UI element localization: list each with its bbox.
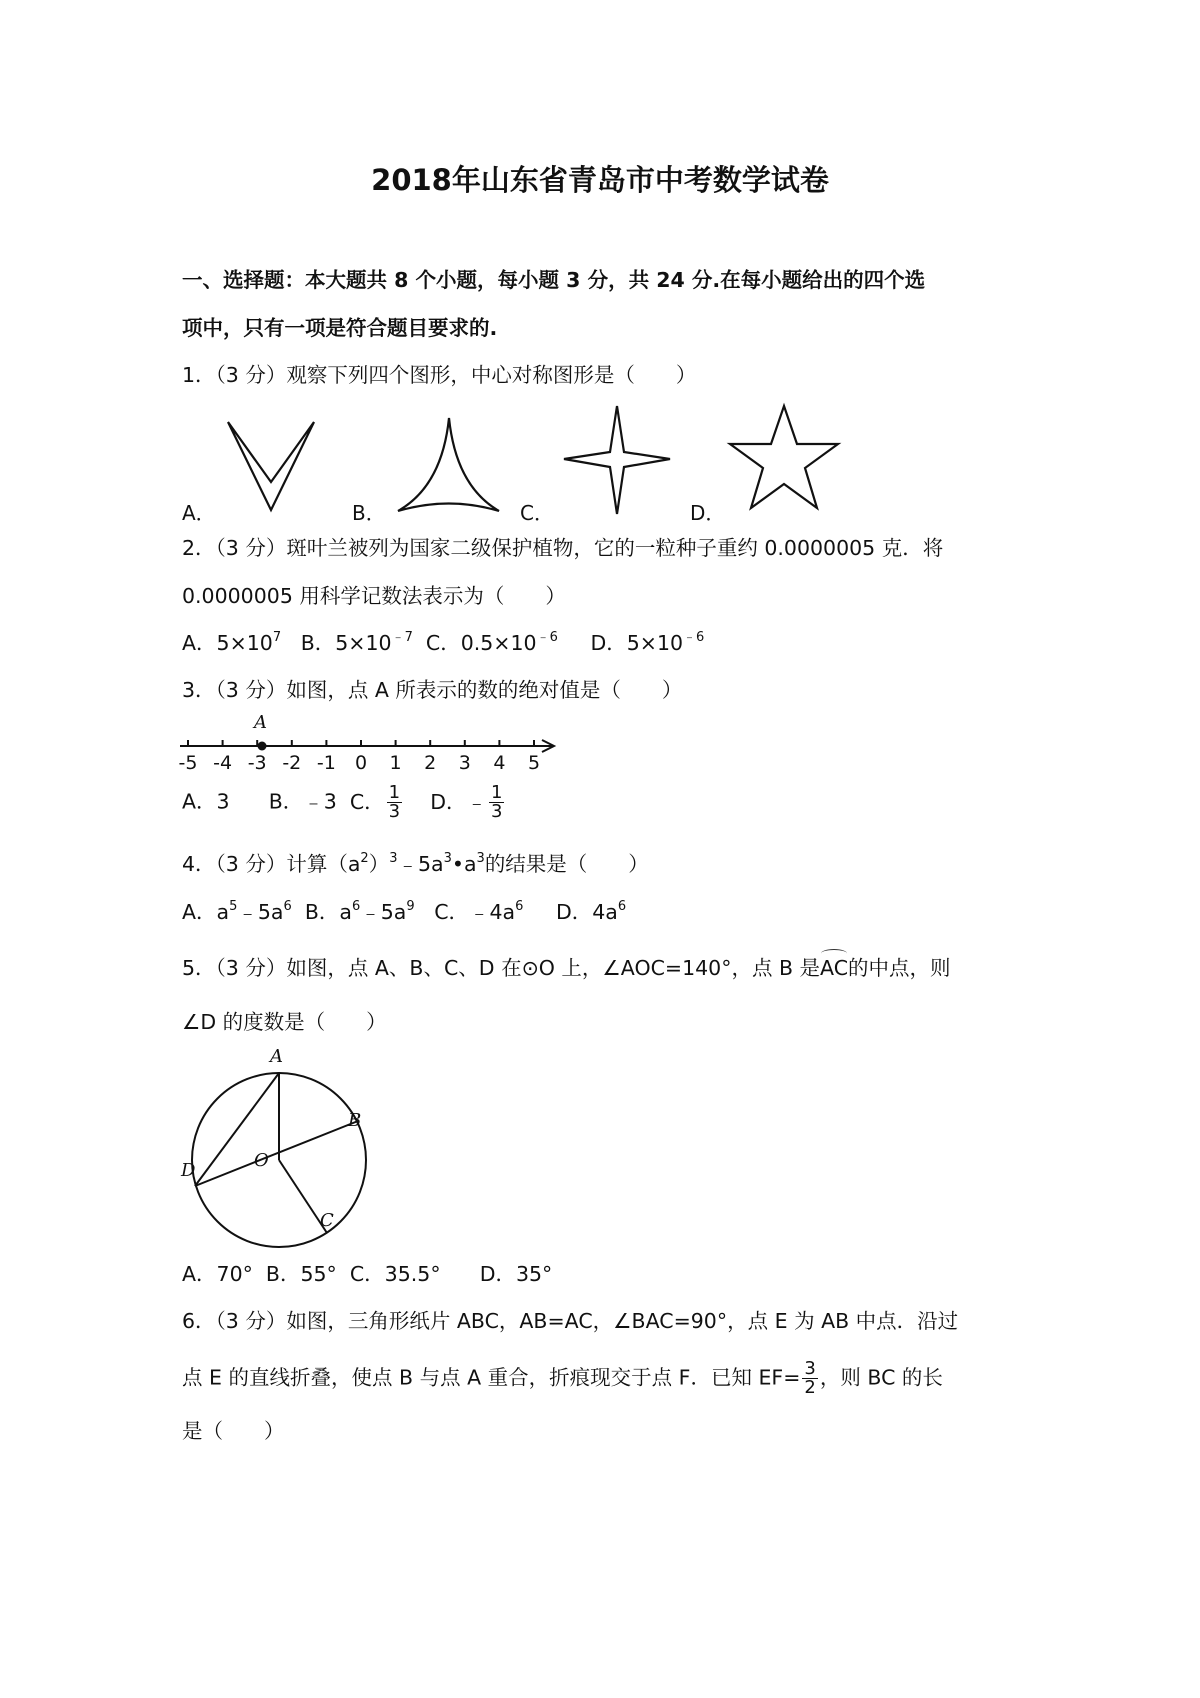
page-title: 2018年山东省青岛市中考数学试卷	[371, 163, 829, 197]
figure-label-b: B	[348, 1110, 362, 1131]
q1-option-d: D．	[690, 501, 726, 525]
q3-option-a: A．3	[182, 789, 230, 814]
section-heading-line1: 一、选择题：本大题共 8 个小题，每小题 3 分，共 24 分.在每小题给出的四个选	[182, 268, 926, 292]
q5-stem-line2: ∠D 的度数是（ ）	[182, 1010, 387, 1034]
section-heading-line2: 项中，只有一项是符合题目要求的.	[182, 316, 498, 340]
q4-stem: 4．（3 分）计算$(a^2)^3﹣5a^3•a^3$的结果是（ ）	[182, 851, 649, 876]
q4-option-a: A．$a^5﹣5a^6$	[182, 899, 292, 924]
q2-option-b: B．$5\times 10^{﹣7}$	[300, 630, 413, 655]
figure-label-d: D	[181, 1160, 196, 1181]
q1-option-a: A．	[182, 501, 216, 525]
q5-option-d: D．35°	[479, 1262, 553, 1286]
q2-options	[182, 629, 704, 657]
number-line-tick-label: -3	[247, 752, 267, 774]
number-line-point-label: A	[254, 712, 267, 733]
point-a-dot	[258, 742, 267, 751]
four-point-star-icon	[562, 404, 672, 516]
q4-option-d: D．$4a^6$	[555, 899, 627, 924]
q5-option-b: B．55°	[265, 1262, 337, 1286]
number-line-tick-label: 3	[458, 752, 471, 774]
number-line-tick-label: -2	[282, 752, 302, 774]
q5-stem-line1: 5．（3 分）如图，点 A、B、C、D 在⊙O 上，∠AOC=140°，点 B 是AC的中点，则	[182, 956, 951, 980]
figure-label-c: C	[320, 1210, 334, 1231]
q6-stem-line1: 6．（3 分）如图，三角形纸片 ABC，AB=AC，∠BAC=90°，点 E 为 AB 中点．沿过	[182, 1309, 959, 1333]
q4-options	[182, 898, 626, 926]
q5-option-a: A．70°	[182, 1262, 253, 1286]
number-line-tick-label: 1	[389, 752, 402, 774]
number-line-tick-label: 0	[354, 752, 368, 774]
q2-stem-line1: 2．（3 分）斑叶兰被列为国家二级保护植物，它的一粒种子重约 0.0000005 克．将	[182, 536, 944, 560]
five-point-star-icon	[728, 404, 840, 514]
q2-option-d: D．$5\times 10^{﹣6}$	[590, 630, 705, 655]
q3-option-d: D．﹣ $\frac{1}{3}$	[430, 782, 503, 822]
curved-triangle-icon	[394, 416, 504, 516]
q3-options	[182, 784, 506, 821]
arc-ac: AC	[820, 956, 849, 980]
figure-label-a: A	[270, 1046, 283, 1067]
q6-stem-line2: 点 E 的直线折叠，使点 B 与点 A 重合，折痕现交于点 F．已知 EF= $\frac{3}{2}$ ，则 BC 的长	[182, 1358, 943, 1398]
circle-figure	[190, 1050, 390, 1250]
q6-stem-line3: 是（ ）	[182, 1419, 285, 1443]
q5-options	[182, 1260, 552, 1288]
number-line-tick-label: -1	[316, 752, 336, 774]
number-line-tick-label: -5	[178, 752, 198, 774]
number-line-tick-label: 5	[527, 752, 541, 774]
q3-option-c: C． $\frac{1}{3}$	[349, 782, 401, 822]
q4-option-b: B．$a^6﹣5a^9$	[304, 899, 415, 924]
q1-option-b: B．	[352, 501, 386, 525]
q4-option-c: C．$﹣4a^6$	[434, 899, 524, 924]
v-shape-icon	[228, 420, 318, 520]
number-line-tick-label: 4	[493, 752, 506, 774]
number-line-tick-label: 2	[424, 752, 437, 774]
q2-option-a: A．$5\times 10^7$	[182, 630, 282, 655]
q2-option-c: C．$0.5\times 10^{﹣6}$	[425, 630, 558, 655]
q5-option-c: C．35.5°	[349, 1262, 441, 1286]
q2-stem-line2: 0.0000005 用科学记数法表示为（ ）	[182, 584, 566, 608]
q1-option-c: C．	[520, 501, 554, 525]
q3-stem: 3．（3 分）如图，点 A 所表示的数的绝对值是（ ）	[182, 678, 683, 702]
q3-option-b: B．﹣3	[268, 789, 337, 814]
q1-stem: 1．（3 分）观察下列四个图形，中心对称图形是（ ）	[182, 363, 697, 387]
number-line-tick-label: -4	[213, 752, 233, 774]
figure-label-o: O	[254, 1150, 269, 1171]
